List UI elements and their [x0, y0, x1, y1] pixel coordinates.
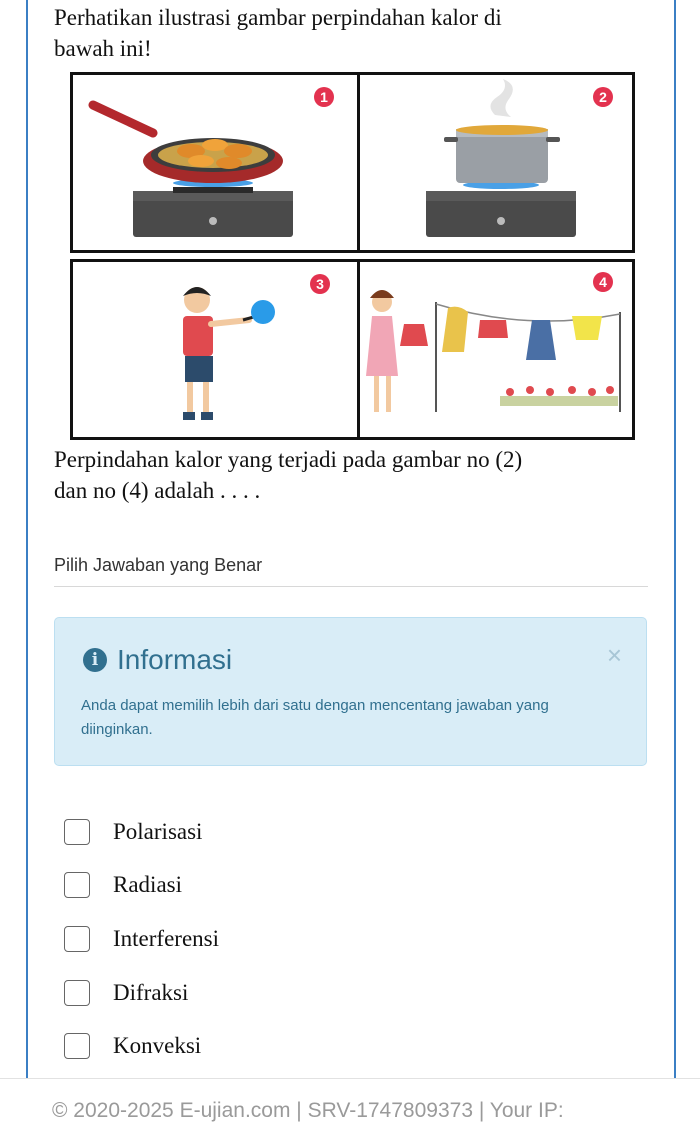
question-line-1: Perhatikan ilustrasi gambar perpindahan kalor di — [54, 5, 502, 30]
answer-option-interferensi[interactable] — [64, 912, 644, 966]
question-illustration — [70, 72, 635, 442]
question-text — [54, 2, 644, 64]
boy-with-fan-icon — [73, 262, 357, 437]
answer-options — [64, 805, 644, 1073]
answer-checkbox[interactable] — [64, 980, 90, 1006]
question-line-4: dan no (4) adalah . . . . — [54, 478, 261, 503]
boiling-pot-on-stove-icon — [360, 75, 632, 250]
question-prompt — [54, 444, 644, 506]
illustration-panel-3 — [70, 259, 360, 440]
panel-number-1: 1 — [320, 89, 328, 105]
info-alert-body: Anda dapat memilih lebih dari satu dengan mencentang jawaban yang diinginkan. — [81, 697, 549, 738]
answer-checkbox[interactable] — [64, 819, 90, 845]
panel-number-4: 4 — [599, 274, 607, 290]
question-line-2: bawah ini! — [54, 36, 152, 61]
info-alert-header — [83, 644, 232, 676]
answer-checkbox[interactable] — [64, 872, 90, 898]
close-icon[interactable]: × — [606, 640, 622, 670]
panel-number-2: 2 — [599, 89, 607, 105]
choose-answer-label: Pilih Jawaban yang Benar — [54, 555, 648, 587]
panel-number-3: 3 — [316, 276, 324, 292]
info-icon: i — [83, 648, 107, 672]
info-alert — [54, 617, 647, 766]
answer-option-radiasi[interactable] — [64, 859, 644, 913]
question-line-3: Perpindahan kalor yang terjadi pada gambar no (2) — [54, 447, 523, 472]
answer-option-label: Radiasi — [113, 872, 182, 898]
answer-checkbox[interactable] — [64, 1033, 90, 1059]
clothesline-drying-icon — [360, 262, 632, 437]
answer-option-polarisasi[interactable] — [64, 805, 644, 859]
illustration-panel-1 — [70, 72, 360, 253]
frying-pan-on-stove-icon — [73, 75, 357, 250]
answer-checkbox[interactable] — [64, 926, 90, 952]
answer-option-label: Konveksi — [113, 1033, 202, 1059]
answer-option-label: Interferensi — [113, 925, 219, 951]
info-alert-title: Informasi — [117, 644, 233, 675]
answer-option-konveksi[interactable] — [64, 1019, 644, 1073]
page-footer: © 2020-2025 E-ujian.com | SRV-1747809373 | Your IP: — [0, 1078, 700, 1135]
answer-option-label: Difraksi — [113, 979, 189, 1005]
illustration-panel-2 — [357, 72, 635, 253]
answer-option-label: Polarisasi — [113, 818, 203, 844]
illustration-panel-4 — [357, 259, 635, 440]
answer-option-difraksi[interactable] — [64, 966, 644, 1020]
